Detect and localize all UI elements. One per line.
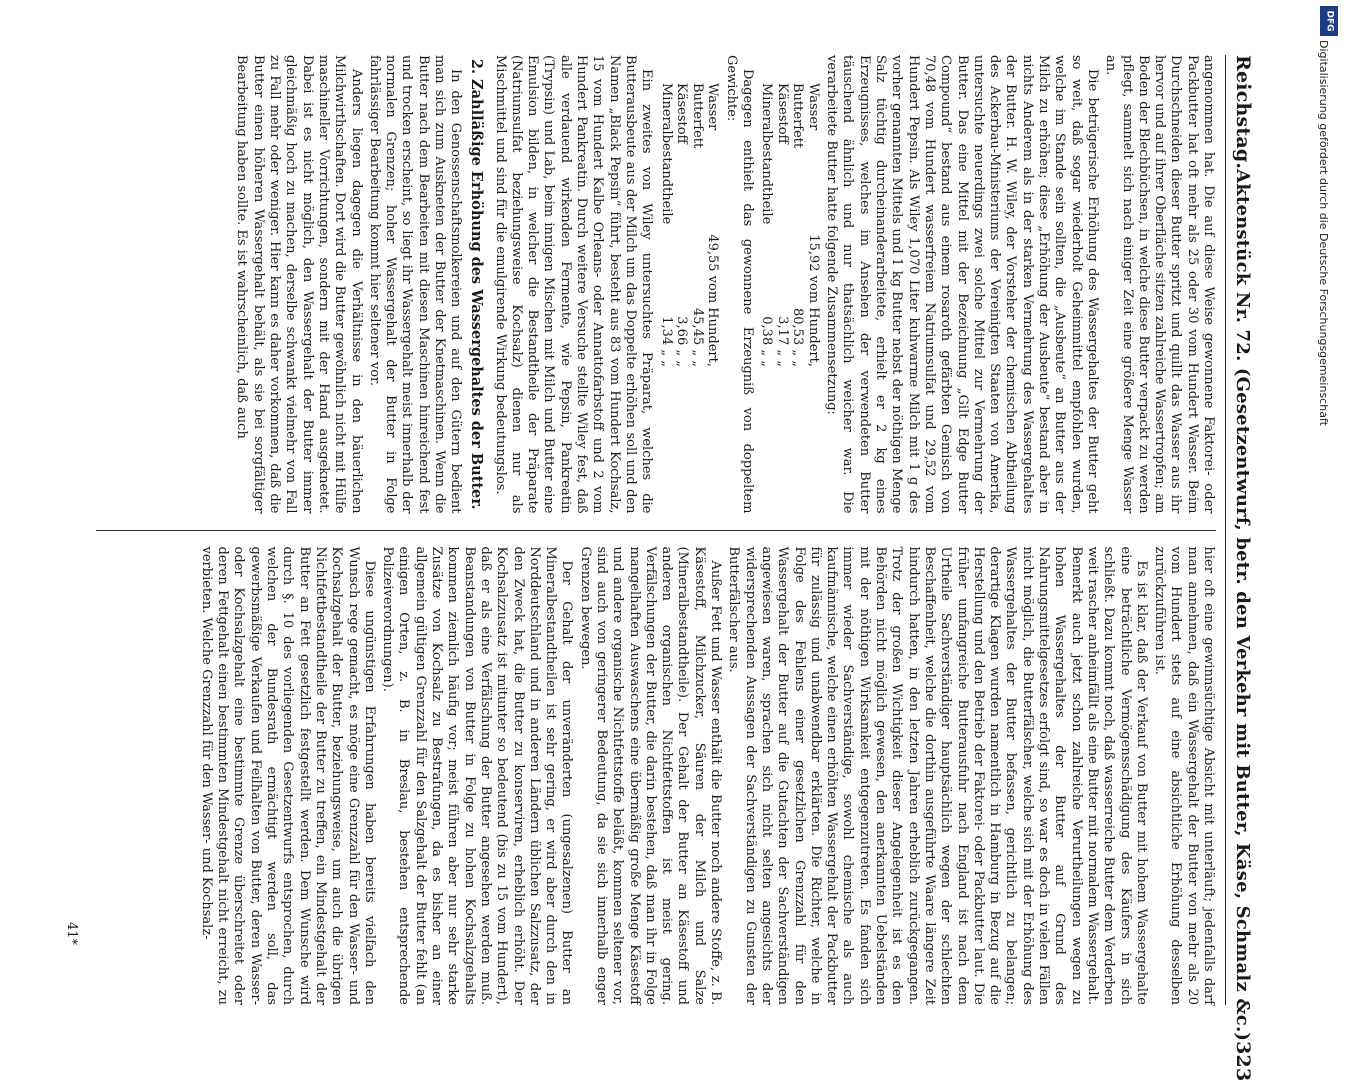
text-columns: [96, 55, 1216, 1005]
table-cell: Mineralbestandtheile: [658, 83, 674, 225]
table-row: [689, 83, 705, 373]
table-cell: 49,55 vom Hundert,: [705, 234, 721, 367]
funding-note: Digitalisierung gefördert durch die Deutsche Forschungsgemeinschaft: [1317, 40, 1330, 426]
table-cell: Wasser: [805, 83, 821, 131]
composition-table-1: [759, 83, 821, 373]
paragraph: Der Gehalt der unveränderten (ungesalzenen) Butter an Mineralbestandtheilen ist sehr gering, er wird aber durch den in Norddeutschland und in anderen Ländern üblichen Salzzusatz, der den Zweck hat, die Butter zu konserviren, erheblich erhöht. Der Kochsalzzusatz ist mitunter so bedeutend (bis zu 15 vom Hundert), daß er als eine Verfälschung der Butter angesehen werden muß. Beanstandungen von Butter in Folge zu hohen Kochsalzgehalts kommen ziemlich häufig vor; meist führen aber nur sehr starke Zusätze von Kochsalz zu Bestrafungen, da es bisher an einer allgemein gültigen Grenzzahl für den Salzgehalt der Butter fehlt (an einigen Orten, z. B. in Breslau, bestehen entsprechende Polizeiverordnungen).: [380, 546, 575, 1005]
table-row: [674, 83, 690, 373]
table-row: [705, 83, 721, 373]
header-title: Aktenstück Nr. 72. (Gesetzentwurf, betr. den Verkehr mit Butter, Käse, Schmalz &c.): [1232, 169, 1254, 1042]
paragraph: Außer Fett und Wasser enthält die Butter noch andere Stoffe, z. B. Käsestoff, Milchzucker, Säuren der Milch und Salze (Mineralbestandtheile). Der Gehalt der Butter an Käsestoff und anderen organischen Nichtfettstoffen ist meist gering. Verfälschungen der Butter, die darin bestehen, daß man ihr in Folge mangelhaften Auswaschens eine übermäßig große Menge Käsestoff und andere organische Nichtfettstoffe beläßt, kommen seltener vor, sind auch von geringerer Bedeutung, da sie sich innerhalb enger Grenzen bewegen.: [577, 546, 724, 1005]
paragraph: Es ist klar, daß der Verkauf von Butter mit hohem Wassergehalte eine beträchtliche Vermögensschädigung des Käufers in sich schließt. Dazu kommt noch, daß wasserreiche Butter dem Verderben weit rascher anheimfällt als eine Butter mit normalem Wassergehalt. Bemerkt auch jetzt schon zahlreiche Verurtheilungen wegen zu hohen Wassergehaltes der Butter auf Grund des Nahrungsmittelgesetzes erfolgt sind, so war es doch in vielen Fällen nicht möglich, die Butterfälscher, welche sich mit der Erhöhung des Wassergehaltes der Butter befassen, gerichtlich zu belangen; derartige Klagen wurden namentlich in Hamburg in Bezug auf die Herstellung und den Betrieb der Faktorei- oder Packbutter laut. Die früher umfangreiche Butterausfuhr nach England ist nach dem Urtheile Sachverständiger hauptsächlich wegen der schlechten Beschaffenheit, welche die dorthin ausgeführte Waare längere Zeit hindurch hatten, in den letzten Jahren erheblich zurückgegangen. Trotz der großen Wichtigkeit dieser Angelegenheit ist es den Behörden nicht möglich gewesen, den anerkannten Uebelständen mit der nöthigen Wirksamkeit entgegenzutreten. Es fanden sich immer wieder Sachverständige, sowohl chemische als auch kaufmännische, welche einen erhöhten Wassergehalt der Packbutter für zulässig und unabwendbar erklärten. Die Richter, welche in Folge des Fehlens einer gesetzlichen Grenzzahl für den Wassergehalt der Butter auf die Gutachten der Sachverständigen angewiesen waren, sprachen sich nicht selten angesichts der widersprechenden Aussagen der Sachverständigen zu Gunsten der Butterfälscher aus.: [726, 546, 1149, 1005]
document-page: [50, 55, 1260, 1081]
table-row: [805, 83, 821, 373]
paragraph: Dagegen enthielt das gewonnene Erzeugniß von doppeltem Gewichte:: [723, 55, 755, 514]
table-cell: Mineralbestandtheile: [759, 83, 775, 225]
page-number: 323: [1232, 1041, 1254, 1081]
table-cell: 15,92 vom Hundert,: [805, 234, 821, 367]
dfg-logo: [1320, 6, 1338, 36]
table-cell: Käsestoff: [674, 83, 690, 144]
table-row: [790, 83, 806, 373]
paragraph: hier oft eine gewinnsüchtige Absicht mit unterläuft; jedenfalls darf man annehmen, daß ein Wassergehalt der Butter von mehr als 20 vom Hundert stets auf eine absichtliche Erhöhung desselben zurückzuführen ist.: [1152, 546, 1216, 1005]
table-row: [759, 83, 775, 373]
table-cell: 1,34 „ „: [658, 316, 674, 367]
paragraph: Anders liegen dagegen die Verhältnisse in den bäuerlichen Milchwirthschaften. Dort wird die Butter gewöhnlich nicht mit Hülfe maschineller Vorrichtungen, sondern mit der Hand ausgeknetet. Dabei ist es nicht möglich, den Wassergehalt der Butter immer gleichmäßig hoch zu machen, derselbe schwankt vielmehr von Fall zu Fall mehr oder weniger. Hier kann es daher vorkommen, daß die Butter einen höheren Wassergehalt behält, als sie bei sorgfältiger Bearbeitung haben sollte. Es ist wahrscheinlich, daß auch: [234, 55, 364, 514]
table-cell: 80,53 „ „: [790, 308, 806, 367]
table-cell: 45,45 „ „: [689, 308, 705, 367]
header-left: Reichstag.: [1232, 55, 1254, 170]
running-header: [1225, 55, 1260, 1081]
column-divider: [96, 530, 1216, 531]
table-row: [658, 83, 674, 373]
column-left: [96, 55, 1216, 514]
table-cell: Wasser: [705, 83, 721, 131]
paragraph: Die betrügerische Erhöhung des Wassergehaltes der Butter geht so weit, daß sogar wiederholt Geheimmittel empfohlen wurden, welche im Stande sein sollten, die „Ausbeute“ an Butter aus der Milch zu erhöhen; diese „Erhöhung der Ausbeute“ bestand aber in nichts Anderem als in der starken Vermehrung des Wassergehaltes der Butter. H. W. Wiley, der Vorsteher der chemischen Abtheilung des Ackerbau-Ministeriums der Vereinigten Staaten von Amerika, untersuchte neuerdings zwei solche Mittel zur Vermehrung der Butter. Das eine Mittel mit der Bezeichnung „Gilt Edge Butter Compound“ bestand aus einem rosaroth gefärbten Gemisch von 70,48 vom Hundert wasserfreiem Natriumsulfat und 29,52 vom Hundert Pepsin. Als Wiley 1,070 Liter kuhwarme Milch mit 1 g des vorher genannten Mittels und 1 kg Butter nebst der nöthigen Menge Salz tüchtig durcheinanderarbeitete, erhielt er 2 kg eines Erzeugnisses, welches im Ansehen der verwendeten Butter täuschend ähnlich und nur thatsächlich weicher war. Die verarbeitete Butter hatte folgende Zusammensetzung:: [824, 55, 1100, 514]
signature-mark: 41*: [64, 921, 79, 945]
dfg-logo-text: DFG: [1324, 10, 1335, 32]
table-cell: 0,38 „ „: [759, 316, 775, 367]
column-right: [96, 547, 1216, 1006]
table-cell: Butterfett: [689, 83, 705, 149]
table-cell: 3,17 „ „: [774, 316, 790, 367]
table-row: [774, 83, 790, 373]
section-heading: 2. Zahlläßige Erhöhung des Wassergehaltes der Butter.: [468, 58, 486, 510]
table-cell: 3,66 „ „: [674, 316, 690, 367]
paragraph: angenommen hat. Die auf diese Weise gewonnene Faktorei- oder Packbutter hat oft mehr als 25 oder 30 vom Hundert Wasser. Beim Durchschneiden dieser Butter spritzt und quillt das Wasser aus ihr hervor und auf ihrer Oberfläche sitzen zahlreiche Wassertropfen; am Boden der Blechbüchsen, in welche diese Butter verpackt zu werden pflegt, sammelt sich nach einiger Zeit eine größere Menge Wasser an.: [1103, 55, 1216, 514]
paragraph: Ein zweites von Wiley untersuchtes Präparat, welches die Butterausbeute aus der Milch um das Doppelte erhöhen soll und den Namen „Black Pepsin“ führt, besteht aus 83 vom Hundert Kochsalz, 15 vom Hundert Kalbe Orleans- oder Annattofarbstoff und 2 vom Hundert Pankreatin. Durch weitere Versuche stellte Wiley fest, daß alle verdauend wirkenden Fermente, wie Pepsin, Pankreatin (Trypsin) und Lab, beim innigen Mischen mit Milch und Butter eine Emulsion bilden, in welcher die Bestandtheile der Präparate (Natriumsulfat beziehungsweise Kochsalz) dienen nur als Mischmittel und sind für die emulgirende Wirkung bedeutungslos.: [492, 55, 655, 514]
paragraph: In den Genossenschaftsmolkereien und auf den Gütern bedient man sich zum Auskneten der Butter der Knetmaschinen. Wenn die Butter nach dem Bearbeiten mit diesen Maschinen hinreichend fest und trocken erscheint, so liegt ihr Wassergehalt meist innerhalb der normalen Grenzen; hoher Wassergehalt der Butter in Folge fahrlässiger Bearbeitung kommt hier seltener vor.: [366, 55, 464, 514]
table-cell: Butterfett: [790, 83, 806, 149]
paragraph: Diese ungünstigen Erfahrungen haben bereits vielfach den Wunsch rege gemacht, es möge eine Grenzzahl für den Wasser- und Kochsalzgehalt der Butter, beziehungsweise, um auch die übrigen Nichtfettbestandtheile der Butter zu treffen, ein Mindestgehalt der Butter an Fett gesetzlich festgestellt werden. Dem Wunsche wird durch §. 10 des vorliegenden Gesetzentwurfs entsprochen, durch welchen der Bundesrath ermächtigt werden soll, das gewerbsmäßige Verkaufen und Feilhalten von Butter, deren Wasser- oder Kochsalzgehalt eine bestimmte Grenze überschreitet oder deren Fettgehalt einen bestimmten Mindestgehalt nicht erreicht, zu verbieten. Welche Grenzzahl für den Wasser- und Kochsalz-: [198, 546, 377, 1005]
table-cell: Käsestoff: [774, 83, 790, 144]
composition-table-2: [658, 83, 720, 373]
